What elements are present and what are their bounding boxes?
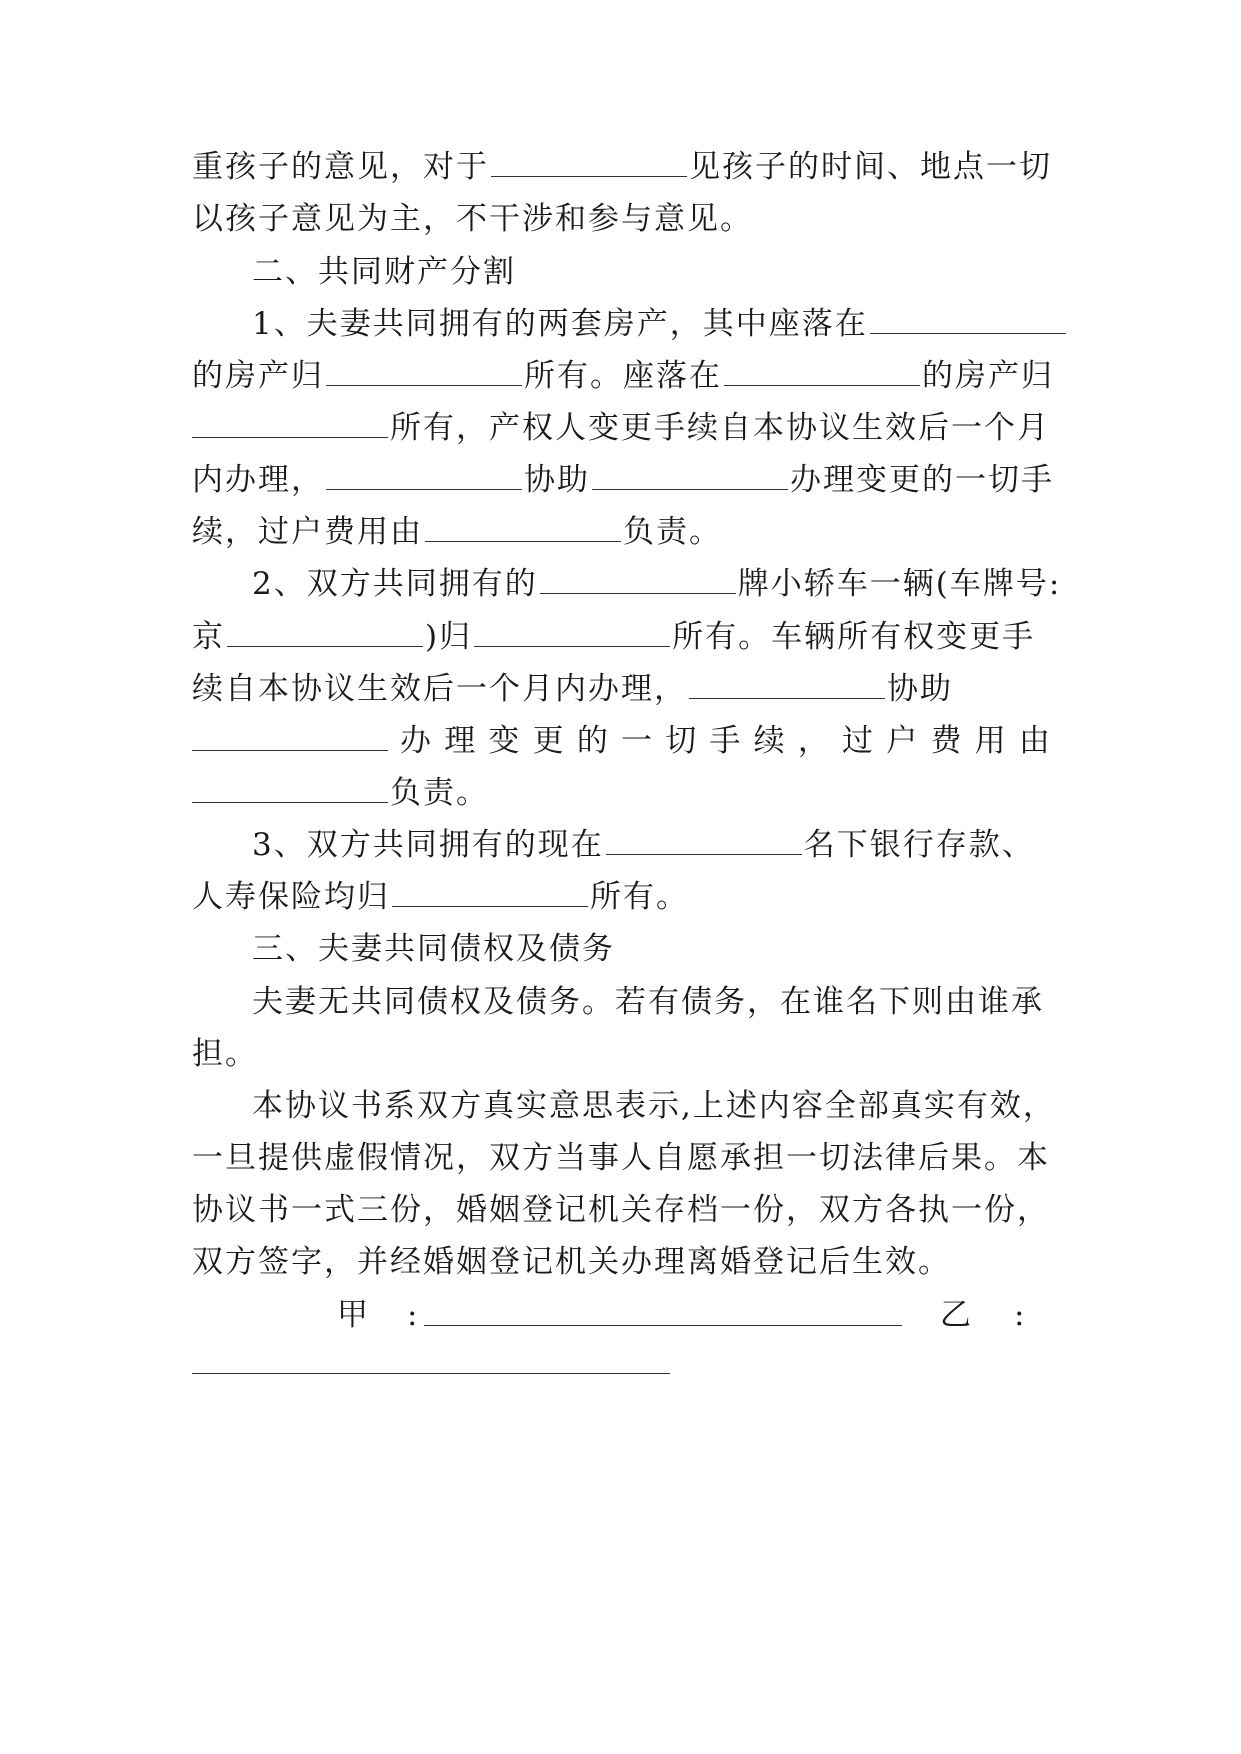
text-segment: 所有。 bbox=[590, 879, 689, 915]
text-segment: 负责。 bbox=[390, 775, 489, 811]
text-char: 变 bbox=[488, 723, 522, 759]
text-char: 费 bbox=[930, 723, 964, 759]
text-char: 过 bbox=[842, 723, 876, 759]
section-heading: 三、夫妻共同债权及债务 bbox=[252, 931, 615, 967]
party-a-label: 甲 bbox=[337, 1297, 370, 1333]
text-segment: 负责。 bbox=[623, 514, 722, 550]
text-char: 由 bbox=[1018, 723, 1052, 759]
fill-blank[interactable] bbox=[870, 305, 1066, 334]
text-char: 户 bbox=[886, 723, 920, 759]
text-segment: 1、夫妻共同拥有的两套房产，其中座落在 bbox=[252, 306, 868, 342]
text-segment: 京 bbox=[192, 619, 225, 655]
text-segment: 3、双方共同拥有的现在 bbox=[252, 827, 604, 863]
text-char: 用 bbox=[974, 723, 1008, 759]
fill-blank[interactable] bbox=[192, 774, 388, 803]
text-char: 更 bbox=[532, 723, 566, 759]
text-char: 切 bbox=[665, 723, 699, 759]
text-segment: 见孩子的时间、地点一切 bbox=[689, 149, 1052, 185]
paragraph-line: 本协议书系双方真实意思表示,上述内容全部真实有效， bbox=[252, 1088, 1056, 1124]
party-b-colon: : bbox=[1014, 1297, 1027, 1333]
paragraph-line: 协议书一式三份，婚姻登记机关存档一份，双方各执一份， bbox=[192, 1192, 1050, 1228]
paragraph-line: 担。 bbox=[192, 1036, 258, 1072]
signature-line bbox=[192, 1291, 1052, 1339]
text-char: ， bbox=[797, 723, 831, 759]
text-segment: 2、双方共同拥有的 bbox=[252, 566, 538, 602]
text-char: 办 bbox=[400, 723, 433, 759]
text-segment: )归 bbox=[425, 619, 473, 655]
fill-blank[interactable] bbox=[326, 461, 522, 490]
text-char: 理 bbox=[444, 723, 478, 759]
party-a-signature-field[interactable] bbox=[424, 1297, 902, 1326]
paragraph-line bbox=[192, 352, 1052, 400]
party-a-colon: : bbox=[407, 1297, 420, 1333]
paragraph-line bbox=[252, 300, 1112, 348]
text-char: 手 bbox=[709, 723, 743, 759]
text-segment: 重孩子的意见，对于 bbox=[192, 149, 489, 185]
fill-blank[interactable] bbox=[689, 670, 885, 699]
section-heading: 二、共同财产分割 bbox=[252, 254, 516, 290]
text-segment: 协助 bbox=[524, 462, 590, 498]
fill-blank[interactable] bbox=[474, 618, 670, 647]
justified-text bbox=[400, 717, 1052, 765]
party-b-signature-field[interactable] bbox=[192, 1373, 670, 1374]
text-segment: 办理变更的一切手 bbox=[790, 462, 1054, 498]
fill-blank[interactable] bbox=[326, 357, 522, 386]
fill-blank[interactable] bbox=[192, 409, 388, 438]
fill-blank[interactable] bbox=[425, 513, 621, 542]
text-segment: 的房产归 bbox=[192, 358, 324, 394]
text-segment: 协助 bbox=[887, 671, 953, 707]
text-segment: 名下银行存款、 bbox=[803, 827, 1035, 863]
paragraph-line: 夫妻无共同债权及债务。若有债务，在谁名下则由谁承 bbox=[252, 984, 1044, 1020]
text-segment: 续自本协议生效后一个月内办理， bbox=[192, 671, 687, 707]
paragraph-line bbox=[192, 456, 1052, 504]
paragraph-line: 双方签字，并经婚姻登记机关办理离婚登记后生效。 bbox=[192, 1244, 951, 1280]
text-segment: 所有。车辆所有权变更手 bbox=[672, 619, 1036, 655]
paragraph-line bbox=[192, 613, 1052, 661]
fill-blank[interactable] bbox=[491, 148, 687, 177]
text-char: 一 bbox=[621, 723, 655, 759]
fill-blank[interactable] bbox=[227, 618, 423, 647]
text-segment: 的房产归 bbox=[922, 358, 1054, 394]
paragraph-line bbox=[192, 143, 1052, 191]
paragraph-line bbox=[192, 508, 1052, 556]
paragraph-line bbox=[192, 769, 1052, 817]
text-segment: 牌小轿车一辆(车牌号: bbox=[737, 566, 1062, 602]
text-segment: 续，过户费用由 bbox=[192, 514, 423, 550]
text-segment: 所有。座落在 bbox=[524, 358, 722, 394]
text-char: 的 bbox=[576, 723, 610, 759]
paragraph-line bbox=[252, 560, 1112, 608]
paragraph-line bbox=[192, 665, 1052, 713]
paragraph-line: 一旦提供虚假情况，双方当事人自愿承担一切法律后果。本 bbox=[192, 1140, 1050, 1176]
party-b-label: 乙 bbox=[940, 1297, 973, 1333]
fill-blank[interactable] bbox=[192, 722, 388, 751]
fill-blank[interactable] bbox=[724, 357, 920, 386]
paragraph-line bbox=[252, 821, 1112, 869]
paragraph-line bbox=[192, 717, 1052, 765]
text-char: 续 bbox=[753, 723, 787, 759]
fill-blank[interactable] bbox=[392, 878, 588, 907]
text-segment: 人寿保险均归 bbox=[192, 879, 390, 915]
paragraph-line bbox=[192, 404, 1052, 452]
paragraph-line: 以孩子意见为主，不干涉和参与意见。 bbox=[192, 201, 753, 237]
fill-blank[interactable] bbox=[592, 461, 788, 490]
fill-blank[interactable] bbox=[606, 826, 802, 855]
text-segment: 所有，产权人变更手续自本协议生效后一个月 bbox=[390, 410, 1050, 446]
text-segment: 内办理， bbox=[192, 462, 324, 498]
fill-blank[interactable] bbox=[540, 565, 736, 594]
paragraph-line bbox=[192, 873, 1052, 921]
